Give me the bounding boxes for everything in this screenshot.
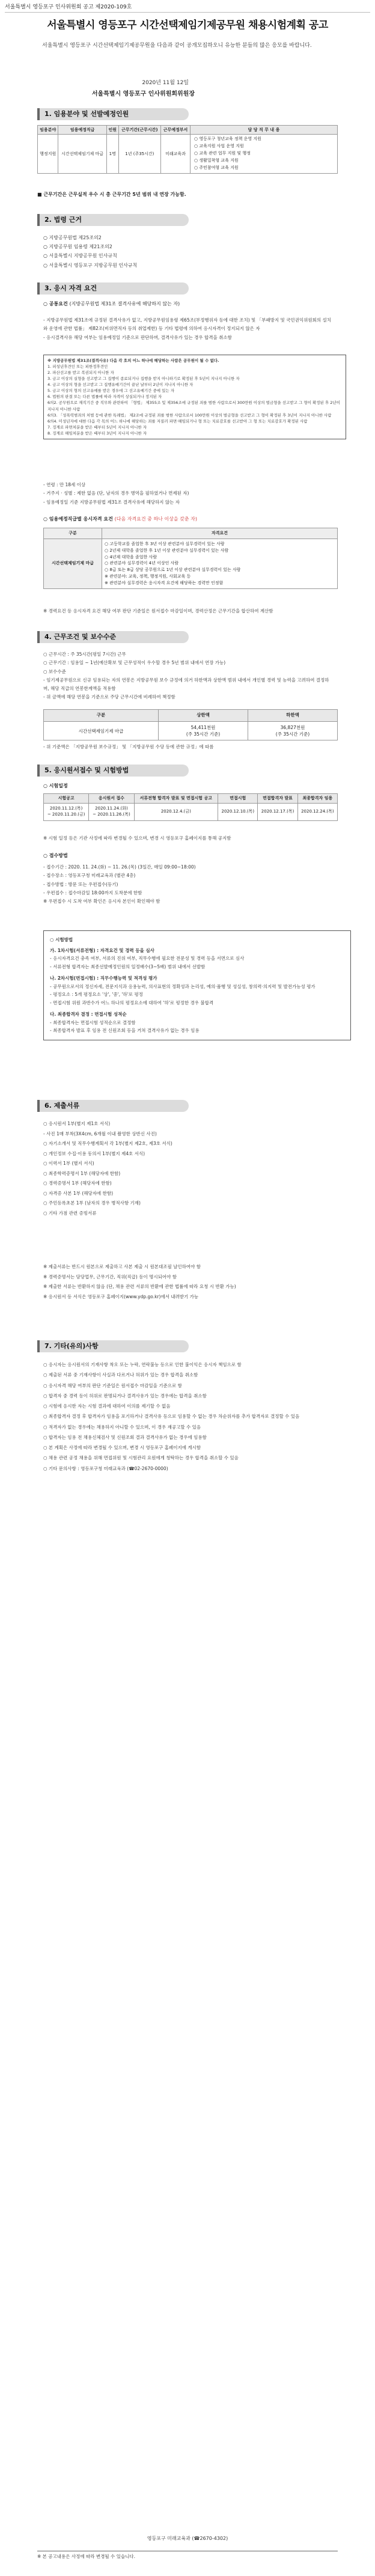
table-header: 임용예정직급 xyxy=(58,126,106,135)
table-cell: 미래교육과 xyxy=(161,135,191,173)
age-requirements: - 연령 : 만 18세 이상 - 거주지 · 성별 : 제한 없음 (단, 남자의 경우 병역을 필하였거나 면제된 자) - 임용예정일 기준 지방공무원법 제31조 결격사유에 해당하지 않는 자 xyxy=(43,482,189,505)
qualification-text xyxy=(43,316,332,342)
table-cell: 36,827천원 (주 35시간 기준) xyxy=(248,721,338,740)
documents-notes: ※ 제출서류는 반드시 원본으로 제출하고 사본 제출 시 원본대조필 날인하여야 함 ※ 경력증명서는 담당업무, 근무기간, 직위(직급) 등이 명시되어야 함 ※ 제출한 서류는 반환하지 않음 (단, 채용 관련 서류의 반환에 관한 법률에 따라 요청 시 반환 가능) ※ 응시원서 등 서식은 영등포구 홈페이지(www.ydp.go.kr)에서 내려받기 가능 xyxy=(43,1264,236,1299)
table-cell: 2020.11.12.(목) ~ 2020.11.20.(금) xyxy=(44,804,89,821)
duty-item: ○ 생활밀착형 교육 지원 xyxy=(194,157,239,163)
table-header: 근무예정부서 xyxy=(161,126,191,135)
duties-cell xyxy=(191,135,338,173)
salary-note: - 위 기준액은 「지방공무원 보수규정」 및 「지방공무원 수당 등에 관한 규정」에 따름 xyxy=(43,744,214,749)
table-header: 시험공고 xyxy=(44,794,89,804)
list-item: ○ 서울특별시 영등포구 지방공무원 인사규칙 xyxy=(43,262,138,268)
page-title: 서울특별시 영등포구 시간선택제임기제공무원 채용시험계획 공고 xyxy=(47,19,328,31)
table-header: 서류전형 합격자 발표 및 면접시험 공고 xyxy=(134,794,218,804)
table-cell: 1명 xyxy=(106,135,118,173)
table-header: 면접합격자 발표 xyxy=(258,794,297,804)
position-table xyxy=(37,125,338,174)
section-6-heading: 6. 제출서류 xyxy=(37,1100,189,1112)
table-header: 구분 xyxy=(44,710,159,722)
section-7-heading: 7. 기타(유의)사항 xyxy=(37,1340,189,1352)
contact-line: 영등포구 미래교육과 (☎2670-4302) xyxy=(147,2536,228,2541)
disqualification-box: ※ 지방공무원법 제31조(결격사유) 다음 각 호의 어느 하나에 해당하는 사람은 공무원이 될 수 없다. 1. 피성년후견인 또는 피한정후견인 2. 파산선고를 받고 복권되지 아니한 자 3. 금고 이상의 실형을 선고받고 그 집행이 종료되거나 집행을 받지 아니하기로 확정된 후 5년이 지나지 아니한 자 4. 금고 이상의 형을 선고받고 그 집행유예기간이 끝난 날부터 2년이 지나지 아니한 자 5. 금고 이상의 형의 선고유예를 받은 경우에 그 선고유예기간 중에 있는 자 6. 법원의 판결 또는 다른 법률에 따라 자격이 상실되거나 정지된 자 6의2. 공무원으로 재직기간 중 직무와 관련하여 「형법」 제355조 및 제356조에 규정된 죄를 범한 사람으로서 300만원 이상의 벌금형을 선고받고 그 형이 확정된 후 2년이 지나지 아니한 사람 6의3. 「성폭력범죄의 처벌 등에 관한 특례법」 제2조에 규정된 죄를 범한 사람으로서 100만원 이상의 벌금형을 선고받고 그 형이 확정된 후 3년이 지나지 아니한 사람 6의4. 미성년자에 대한 다음 각 목의 어느 하나에 해당하는 죄를 저질러 파면·해임되거나 형 또는 치료감호를 선고받아 그 형 또는 치료감호가 확정된 사람 7. 징계로 파면처분을 받은 때부터 5년이 지나지 아니한 자 8. 징계로 해임처분을 받은 때부터 3년이 지나지 아니한 자 xyxy=(43,355,346,439)
duty-item: ○ 교육 관련 업무 지원 및 행정 xyxy=(194,150,251,156)
section-4-heading: 4. 근무조건 및 보수수준 xyxy=(37,631,189,643)
method-list: - 접수기간 : 2020. 11. 24.(화) ~ 11. 26.(목) (3일간, 매일 09:00~18:00) - 접수장소 : 영등포구청 미래교육과 (별관 4층) - 접수방법 : 방문 또는 우편접수(등기) - 우편접수 : 접수마감일 18:00까지 도착분에 한함 ※ 우편접수 시 도착 여부 확인은 응시자 본인이 확인해야 함 xyxy=(43,864,196,904)
table-header: 하한액 xyxy=(248,710,338,722)
table-cell: 2020.12.17.(목) xyxy=(258,804,297,821)
qualification-footnote: ※ 경력요건 등 응시자격 요건 해당 여부 판단 기준일은 원서접수 마감일이며, 경력산정은 근무기간을 합산하여 계산함 xyxy=(43,608,273,614)
section-5-heading: 5. 응시원서접수 및 시험방법 xyxy=(37,765,189,777)
law-list xyxy=(43,233,137,270)
table-header: 임용분야 xyxy=(38,126,58,135)
issuing-organization: 서울특별시 영등포구 인사위원회위원장 xyxy=(91,91,195,97)
period-note: ■ 근무기간은 근무실적 우수 시 총 근무기간 5년 범위 내 연장 가능함. xyxy=(37,192,186,197)
top-divider xyxy=(5,12,370,13)
table-cell: 1년 (주35시간) xyxy=(118,135,160,173)
schedule-label: ○ 시험일정 xyxy=(43,783,68,789)
table-cell: 행정지원 xyxy=(38,135,58,173)
duty-item: ○ 주민참여형 교육 지원 xyxy=(194,165,239,170)
table-header: 구분 xyxy=(44,528,102,539)
table-cell: 시간선택제임기제 마급 xyxy=(44,539,102,588)
qualification-table xyxy=(43,528,338,589)
section-2-heading: 2. 법령 근거 xyxy=(37,214,189,226)
table-header: 자격요건 xyxy=(102,528,338,539)
table-cell: 시간선택제임기제 마급 xyxy=(44,721,159,740)
table-header: 면접시험 xyxy=(218,794,258,804)
schedule-table xyxy=(43,793,338,821)
paragraph: - 응시결격사유 해당 여부는 임용예정일 기준으로 판단하며, 결격사유가 있는 경우 합격을 취소함 xyxy=(43,334,232,340)
work-conditions: ○ 근무시간 : 주 35시간(평일 7시간) 근무 ○ 근무기간 : 임용일 ~ 1년(예산확보 및 근무성적이 우수할 경우 5년 범위 내에서 연장 가능) ○ 보수수준 - 임기제공무원으로 신규 임용되는 자의 연봉은 지방공무원 보수 규정에 의거 하한액과 상한액 범위 내에서 개인별 경력 및 능력을 고려하여 결정하며, 해당 직급의 연봉한계액을 적용함 - 위 금액에 해당 연봉을 기준으로 주당 근무시간에 비례하여 책정함 xyxy=(43,652,329,700)
end-note: ※ 본 공고내용은 사정에 따라 변경될 수 있습니다. xyxy=(37,2551,338,2560)
table-header: 담 당 직 무 내 용 xyxy=(191,126,338,135)
list-item: ○ 지방공무원 임용령 제21조의2 xyxy=(43,244,112,250)
common-requirements-label: ○ 공통요건 (지방공무원법 제31조 결격사유에 해당하지 않는 자) xyxy=(43,301,180,307)
special-requirements-label: ○ 임용예정직급별 응시자격 요건 (다음 자격요건 중 하나 이상을 갖춘 자) xyxy=(43,516,198,522)
salary-table xyxy=(43,709,338,740)
list-item: ○ 지방공무원법 제25조의2 xyxy=(43,235,102,240)
notice-number: 서울특별시 영등포구 인사위원회 공고 제2020-109호 xyxy=(5,4,132,10)
table-cell: 시간선택제임기제 마급 xyxy=(58,135,106,173)
table-cell: 2020.12.24.(목) xyxy=(297,804,337,821)
table-cell: 2020.12.4.(금) xyxy=(134,804,218,821)
table-cell: 2020.12.10.(목) xyxy=(218,804,258,821)
intro-text: 서울특별시 영등포구 시간선택제임기제공무원을 다음과 같이 공개모집하오니 유능한 분들의 많은 응모를 바랍니다. xyxy=(42,43,312,49)
requirements-cell: ○ 고등학교를 졸업한 후 3년 이상 관련분야 실무경력이 있는 사람 ○ 2년제 대학을 졸업한 후 1년 이상 관련분야 실무경력이 있는 사람 ○ 4년제 대학을 졸업한 사람 ○ 관련분야 실무경력이 4년 이상인 사람 ○ 8급 또는 8급 상당 공무원으로 1년 이상 관련분야 실무경력이 있는 사람 ※ 관련분야: 교육, 정책, 행정지원, 사회교육 등 ※ 관련분야 실무경력은 응시자격 요건에 해당하는 경력만 인정함 xyxy=(102,539,338,588)
table-header: 상한액 xyxy=(159,710,248,722)
notice-date: 2020년 11월 12일 xyxy=(142,80,189,86)
table-cell: 2020.11.24.(화) ~ 2020.11.26.(목) xyxy=(89,804,134,821)
duty-item: ○ 교육지원 사업 운영 지원 xyxy=(194,144,244,149)
list-item: ○ 서울특별시 지방공무원 인사규칙 xyxy=(43,253,117,259)
paragraph: - 지방공무원법 제31조에 규정된 결격사유가 없고, 지방공무원임용령 제65조(부정행위자 등에 대한 조치) 및 「부패방지 및 국민권익위원회의 설치와 운영에 관한 법률」 제82조(비위면직자 등의 취업제한) 등 기타 법령에 의하여 응시자격이 정지되지 않은 자 xyxy=(43,317,332,332)
notes-list: ○ 응시자는 응시원서의 기재사항 착오 또는 누락, 연락불능 등으로 인한 불이익은 응시자 책임으로 함 ○ 제출된 서류 중 기재사항이 사실과 다르거나 허위가 있는 경우 합격을 취소함 ○ 응시자격 해당 여부의 판단 기준일은 원서접수 마감일을 기준으로 함 ○ 합격자 중 경력 등이 허위로 판명되거나 결격사유가 있는 경우에는 합격을 취소함 ○ 시험에 응시한 자는 시험 결과에 대하여 이의를 제기할 수 없음 ○ 최종합격자 결정 후 합격자가 임용을 포기하거나 결격사유 등으로 임용할 수 없는 경우 차순위자를 추가 합격자로 결정할 수 있음 ○ 적격자가 없는 경우에는 채용하지 아니할 수 있으며, 이 경우 재공고할 수 있음 ○ 합격자는 임용 전 채용신체검사 및 신원조회 결과 결격사유가 없는 경우에 임용함 ○ 본 계획은 사정에 따라 변경될 수 있으며, 변경 시 영등포구 홈페이지에 게시함 ○ 채용 관련 공정 채용을 위해 면접위원 및 시험관리 요원에게 청탁하는 경우 합격을 취소할 수 있음 ○ 기타 문의사항 : 영등포구청 미래교육과 (☎02-2670-0000) xyxy=(43,1362,300,1471)
schedule-note: ※ 시험 일정 등은 기관 사정에 따라 변경될 수 있으며, 변경 시 영등포구 홈페이지를 통해 공지함 xyxy=(43,835,231,841)
section-1-heading: 1. 임용분야 및 선발예정인원 xyxy=(37,108,189,120)
table-cell: 54,411천원 (주 35시간 기준) xyxy=(159,721,248,740)
documents-list: ○ 응시원서 1부(별지 제1호 서식) - 사진 1매 부착(3X4cm, 6개월 이내 촬영한 상반신 사진) ○ 자기소개서 및 직무수행계획서 각 1부(별지 제2호, 제3호 서식) ○ 개인정보 수집·이용 동의서 1부(별지 제4호 서식) ○ 이력서 1부 (별지 서식) ○ 최종학력증명서 1부 (해당자에 한함) ○ 경력증명서 1부 (해당자에 한함) ○ 자격증 사본 1부 (해당자에 한함) ○ 주민등록초본 1부 (남자의 경우 병적사항 기재) ○ 기타 가점 관련 증빙서류 xyxy=(43,1121,172,1216)
table-header: 인원 xyxy=(106,126,118,135)
table-header: 응시원서 접수 xyxy=(89,794,134,804)
duty-item: ○ 영등포구 청년교육 정책 운영 지원 xyxy=(194,136,261,142)
method-label: ○ 접수방법 xyxy=(43,853,68,858)
exam-method-box: ○ 시험방법 가. 1차시험(서류전형) : 자격요건 및 경력 등을 심사 - 응시자격요건 충족 여부, 서류의 진위 여부, 직무수행에 필요한 전문성 및 경력 등을 서면으로 심사 - 서류전형 합격자는 최종선발예정인원의 일정배수(3~5배) 범위 내에서 선발함 나. 2차시험(면접시험) : 직무수행능력 및 적격성 평가 - 공무원으로서의 정신자세, 전문지식과 응용능력, 의사표현의 정확성과 논리성, 예의·품행 및 성실성, 창의력·의지력 및 발전가능성 평가 - 평정요소 : 5개 평정요소 '상', '중', '하'로 평정 - 면접시험 위원 과반수가 어느 하나의 평정요소에 대하여 '하'로 평정한 경우 불합격 다. 최종합격자 결정 : 면접시험 성적순 - 최종합격자는 면접시험 성적순으로 결정함 - 최종합격자 발표 후 임용 전 신원조회 등을 거쳐 결격사유가 없는 경우 임용 xyxy=(43,930,351,1040)
table-header: 근무기간(근무시간) xyxy=(118,126,160,135)
section-3-heading: 3. 응시 자격 요건 xyxy=(37,282,189,295)
table-header: 최종합격자 임용 xyxy=(297,794,337,804)
